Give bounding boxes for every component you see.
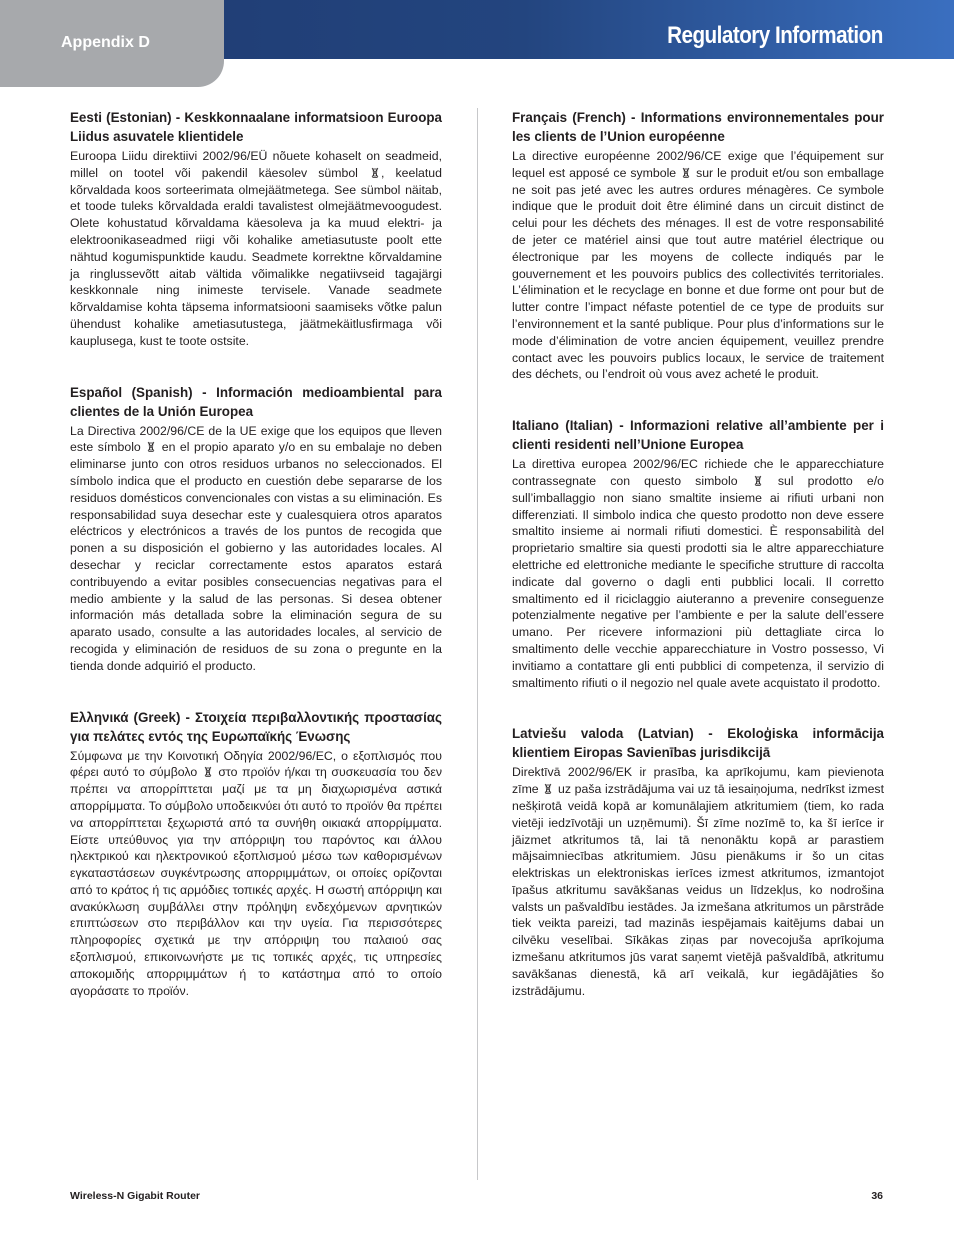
- section-estonian: [70, 108, 442, 350]
- body-text: La direttiva europea 2002/96/EC richiede che le apparecchiature contrassegnate con questo simbolo: [512, 457, 884, 488]
- section-spanish: [70, 383, 442, 675]
- section-italian: [512, 416, 884, 691]
- weee-bin-icon: [682, 167, 690, 178]
- section-greek: [70, 708, 442, 1000]
- section-title: Italiano (Italian) - Informazioni relative all’ambiente per i clienti residenti nell’Unione Europea: [512, 418, 884, 453]
- body-text: Euroopa Liidu direktiivi 2002/96/EÜ nõuete kohaselt on seadmeid, millel on tootel või pakendil käesolev sümbol: [70, 149, 442, 180]
- body-text: Σύμφωνα με την Κοινοτική Οδηγία 2002/96/EC, ο εξοπλισμός που φέρει αυτό το σύμβολο: [70, 748, 442, 780]
- footer-product-name: Wireless-N Gigabit Router: [70, 1190, 201, 1202]
- body-text: La Directiva 2002/96/CE de la UE exige que los equipos que lleven este símbolo: [70, 423, 442, 455]
- weee-bin-icon: [204, 766, 212, 777]
- page-title: Regulatory Information: [667, 22, 883, 49]
- section-latvian: [512, 724, 884, 999]
- section-body: [70, 423, 442, 675]
- weee-bin-icon: [371, 167, 379, 178]
- section-title: Español (Spanish) - Información medioambiental para clientes de la Unión Europea: [70, 384, 442, 419]
- weee-bin-icon: [754, 475, 762, 486]
- body-text: , keelatud kõrvaldada koos sorteerimata olmejäätmetega. See sümbol näitab, et toode tuleks kõrvaldada eraldi tavalistest olmejäätmevoogudest. Olete kohustatud kõrvaldama käesoleva ja ka muud elektri- ja elektroonikaseadmed riigi või kohalike ametiasutuste poolt ette nähtud kogumispunktide kaudu. Seadmete korrektne kõrvaldamine ja ringlussevõtt aitab vältida võimalikke negatiivseid tagajärgi keskkonnale ning inimeste tervisele. Vanade seadmete kõrvaldamise kohta täpsema informatsiooni saamiseks võtke palun ühendust kohalike ametiasutustega, jäätmekäitlusfirmaga või kauplusega, kust te toote ostsite.: [70, 165, 442, 348]
- body-text: sul prodotto e/o sull’imballaggio non siano smaltite insieme ai rifiuti urbani non differenziati. Il simbolo indica che questo prodotto non deve essere smaltito insieme ai normali rifiuti domestici. È responsabilità del proprietario smaltire sia questi prodotti sia le altre apparecchiature elettriche ed elettroniche mediante le specifiche strutture di raccolta indicate dal governo o dagli enti pubblici locali. Il corretto smaltimento ed il riciclaggio aiuteranno a prevenire conseguenze potenzialmente negative per l’ambiente e per la salute dell’essere umano. Per ricevere informazioni più dettagliate circa lo smaltimento delle vecchie apparecchiature in Vostro possesso, Vi invitiamo a contattare gli enti pubblici di competenza, il servizio di smaltimento rifiuti o il negozio nel quale avete acquistato il prodotto.: [512, 473, 884, 690]
- right-column: [512, 108, 884, 1032]
- section-body: [70, 748, 442, 1000]
- body-text: La directive européenne 2002/96/CE exige que l’équipement sur lequel est apposé ce symbole: [512, 149, 884, 180]
- section-body: [512, 456, 884, 691]
- body-text: Direktīvā 2002/96/EK ir prasība, ka aprīkojumu, kam pievienota zīme: [512, 765, 884, 797]
- section-title: Latviešu valoda (Latvian) - Ekoloģiska informācija klientiem Eiropas Savienības jurisdikcijā: [512, 726, 884, 761]
- appendix-label: Appendix D: [61, 34, 150, 51]
- appendix-tab: [0, 0, 224, 87]
- weee-bin-icon: [544, 783, 552, 794]
- section-title: Français (French) - Informations environnementales pour les clients de l’Union européenne: [512, 110, 884, 144]
- left-column: [70, 108, 442, 1032]
- section-title: Eesti (Estonian) - Keskkonnaalane informatsioon Euroopa Liidus asuvatele klientidele: [70, 110, 442, 144]
- body-text: en el propio aparato y/o en su embalaje no deben eliminarse junto con otros residuos urbanos no seleccionados. El símbolo indica que el producto en cuestión debe separarse de los residuos domésticos convencionales con vistas a su eliminación. Es responsabilidad suya desechar este y cualesquiera otros aparatos eléctricos y electrónicos a través de los puntos de recogida que ponen a su disposición el gobierno y las autoridades locales. Al desechar y reciclar correctamente estos aparatos estará contribuyendo a evitar posibles consecuencias negativas para el medio ambiente y la salud de las personas. Si desea obtener información más detallada sobre la eliminación segura de su aparato usado, consulte a las autoridades locales, al servicio de recogida y eliminación de residuos de su zona o pregunte en la tienda donde adquirió el producto.: [70, 440, 443, 673]
- section-body: [512, 148, 884, 383]
- body-text: uz paša izstrādājuma vai uz tā iesaiņojuma, nedrīkst izmest nešķirotā veidā kopā ar komunālajiem atkritumiem (tiem, ko rada vietēji iedzīvotāji un uzņēmumi). Šī zīme nozīmē to, ka šī ierīce ir jāizmet atkritumos tā, lai tā nenonāktu kopā ar parastiem mājsaimniecības atkritumiem. Jūsu pienākums ir šo un citas elektriskas un elektroniskas ierīces izmest atkritumos, izmantojot īpašus atkritumu savākšanas veidus un līdzekļus, ko nodrošina valsts un pašvaldību iestādes. Ja izmešana atkritumos un pārstrāde tiek veikta pareizi, tad mazinās iespējamais kaitējums dabai un cilvēku veselībai. Sīkākas ziņas par novecojuša aprīkojuma izmešanu atkritumos jūs varat saņemt vietējā pašvaldībā, atkritumu savākšanas dienestā, kā arī veikalā, kur iegādājāties šo izstrādājumu.: [512, 782, 884, 998]
- section-title: Ελληνικά (Greek) - Στοιχεία περιβαλλοντικής προστασίας για πελάτες εντός της Ευρωπαϊκής Ένωσης: [70, 709, 442, 744]
- section-french: [512, 108, 884, 383]
- body-text: sur le produit et/ou son emballage ne soit pas jeté avec les autres ordures ménagères. Ce symbole indique que le produit doit être éliminé dans un circuit distinct de celui pour les déchets des ménages. Il est de votre responsabilité de jeter ce matériel ainsi que tout autre matériel électrique ou électronique par les moyens de collecte indiqués par le gouvernement et les pouvoirs publics des collectivités territoriales. L’élimination et le recyclage en bonne et due forme ont pour but de lutter contre l’impact néfaste potentiel de ce type de produits sur l’environnement et la santé publique. Pour plus d’informations sur le mode d’élimination de votre ancien équipement, veuillez prendre contact avec les pouvoirs publics locaux, le service de traitement des déchets, ou l’endroit où vous avez acheté le produit.: [512, 165, 884, 382]
- column-divider: [477, 108, 478, 1180]
- weee-bin-icon: [147, 441, 155, 452]
- section-body: [512, 764, 884, 999]
- section-body: [70, 148, 442, 350]
- body-text: στο προϊόν ή/και τη συσκευασία του δεν πρέπει να απορρίπτεται μαζί με τα μη διαχωρισμένα αστικά απορρίμματα. Το σύμβολο υποδεικνύει ότι αυτό το προϊόν θα πρέπει να απορρίπτεται ξεχωριστά από τα συνήθη οικιακά απορρίμματα. Είστε υπεύθυνος για την απόρριψη του παρόντος και άλλου ηλεκτρικού και ηλεκτρονικού εξοπλισμού μέσω των καθορισμένων εγκαταστάσεων συγκέντρωσης απορριμμάτων, οι οποίες ορίζονται από το κράτος ή τις αρμόδιες τοπικές αρχές. Η σωστή απόρριψη και ανακύκλωση συμβάλλει στην πρόληψη ενδεχόμενων αρνητικών επιπτώσεων στο περιβάλλον και την υγεία. Για περισσότερες πληροφορίες σχετικά με την απόρριψη του παλαιού σας εξοπλισμού, επικοινωνήστε με τις τοπικές αρχές, τις υπηρεσίες αποκομιδής απορριμμάτων ή το κατάστημα από το οποίο αγοράσατε το προϊόν.: [70, 765, 442, 998]
- footer-page-number: 36: [871, 1190, 883, 1202]
